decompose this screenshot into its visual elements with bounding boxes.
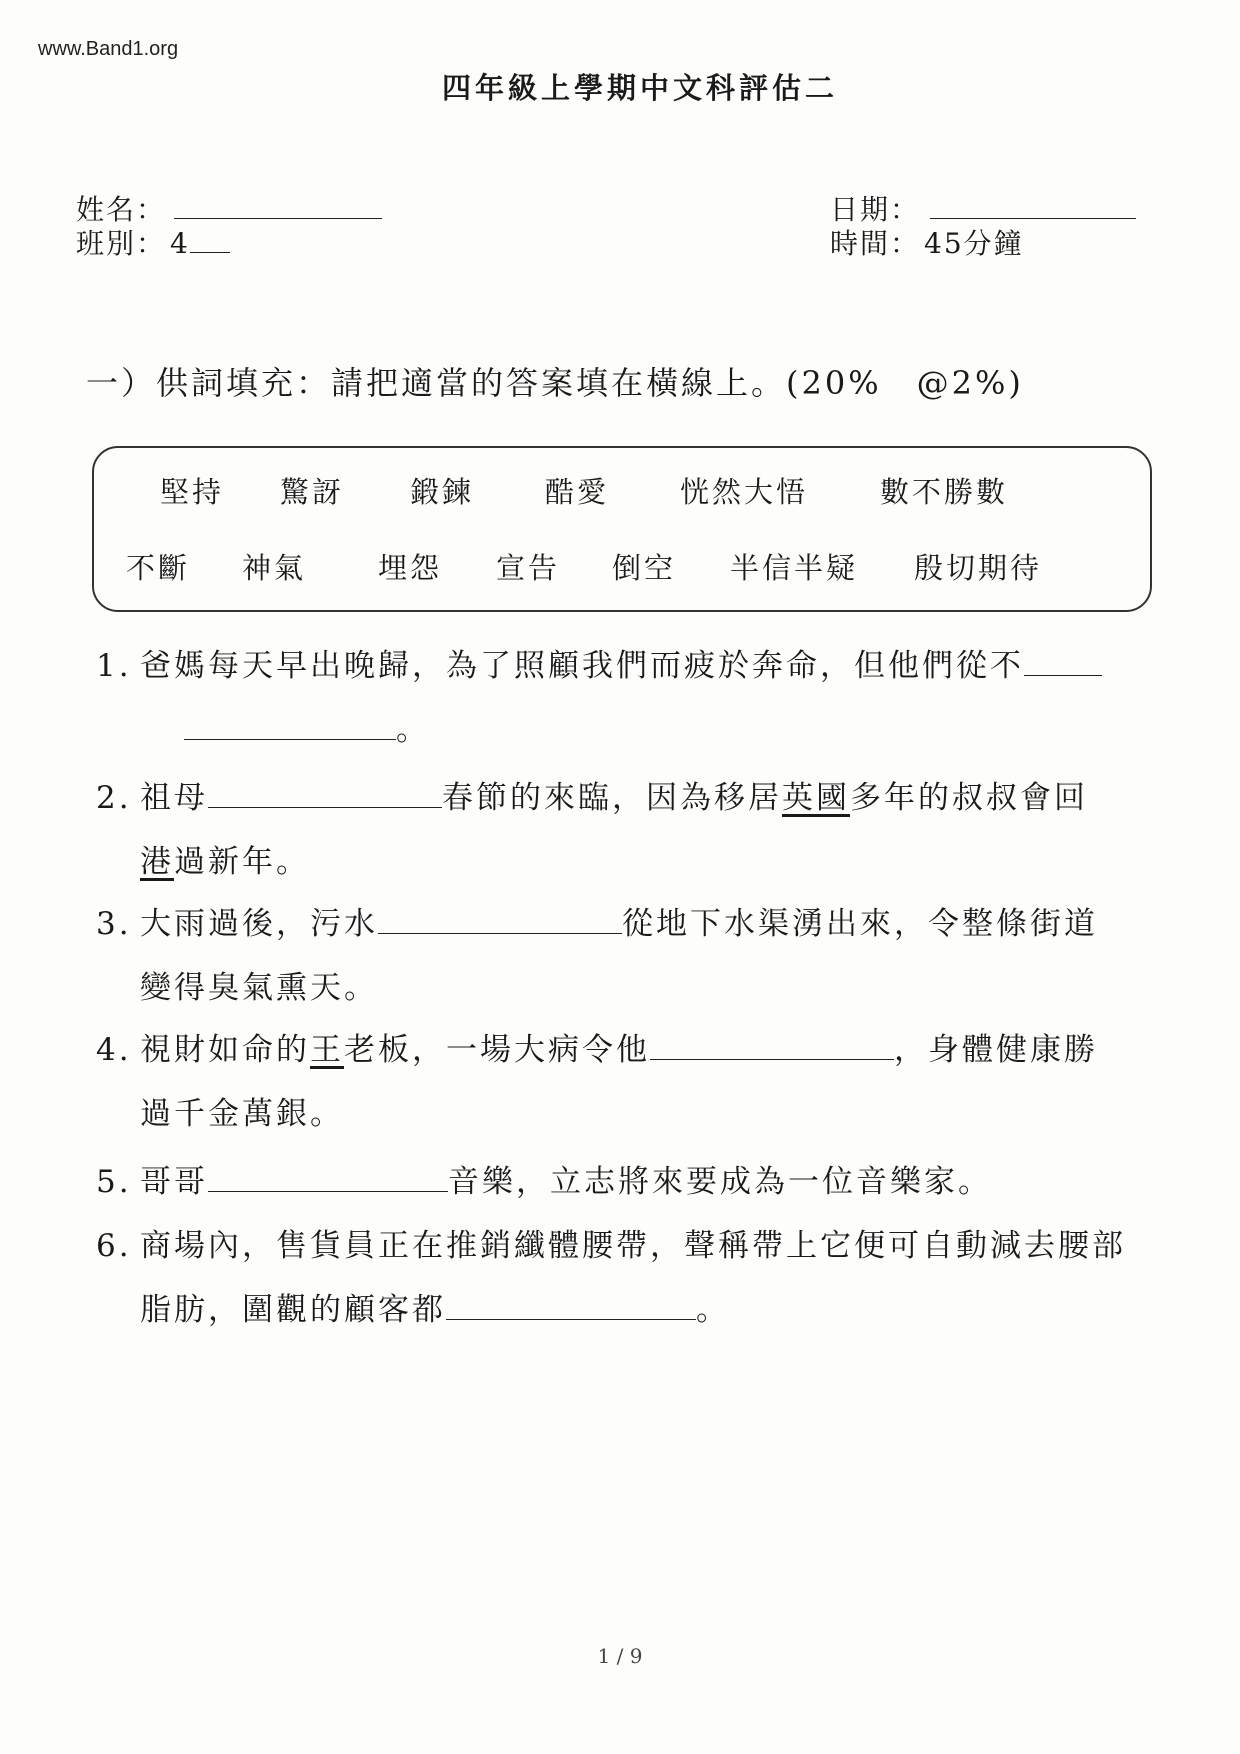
question-text: 過新年。 [174, 844, 310, 880]
page-number: 1 / 9 [597, 1644, 643, 1668]
question-number: 4. [96, 1032, 132, 1068]
question-2 [96, 766, 1136, 894]
section-heading: 一）供詞填充：請把適當的答案填在橫線上。(20% @2%) [86, 364, 1024, 402]
question-text: 春節的來臨，因為移居 [442, 780, 782, 816]
class-field [76, 222, 230, 262]
word-bank-item: 不斷 [126, 551, 191, 585]
word-bank-item: 酷愛 [545, 475, 610, 509]
word-bank-item: 宣告 [496, 551, 561, 585]
answer-blank-2[interactable] [208, 771, 442, 808]
question-text: 。 [696, 1292, 730, 1328]
question-text: 多年的叔叔會回 [850, 780, 1088, 816]
proper-noun: 王 [310, 1032, 344, 1068]
answer-blank-4[interactable] [650, 1023, 894, 1060]
word-bank-item: 恍然大悟 [680, 475, 809, 509]
word-bank-item: 殷切期待 [914, 551, 1043, 585]
question-number: 5. [96, 1164, 132, 1200]
question-text: 視財如命的 [140, 1032, 310, 1068]
word-bank-item: 堅持 [160, 475, 225, 509]
question-number: 6. [96, 1228, 132, 1264]
question-number: 3. [96, 906, 132, 942]
question-text: 音樂，立志將來要成為一位音樂家。 [448, 1164, 992, 1200]
question-3 [96, 892, 1136, 1020]
question-text: 祖母 [140, 780, 208, 816]
date-blank[interactable] [930, 218, 1136, 219]
word-bank-item: 埋怨 [378, 551, 443, 585]
question-1 [96, 634, 1136, 762]
answer-blank-1-cont[interactable] [184, 703, 396, 740]
question-6 [96, 1214, 1136, 1342]
answer-blank-3[interactable] [378, 897, 622, 934]
question-text: 哥哥 [140, 1164, 208, 1200]
question-text: 大雨過後，污水 [140, 906, 378, 942]
word-bank-item: 神氣 [242, 551, 307, 585]
question-number: 2. [96, 780, 132, 816]
question-text: 從地下水渠湧出來，令整條街道 [622, 906, 1098, 942]
question-text: 脂肪，圍觀的顧客都 [140, 1292, 446, 1328]
class-blank[interactable] [190, 252, 230, 253]
proper-noun: 港 [140, 844, 174, 880]
answer-blank-5[interactable] [208, 1155, 448, 1192]
question-text: 老板，一場大病令他 [344, 1032, 650, 1068]
word-bank-item: 半信半疑 [730, 551, 859, 585]
word-bank-item: 倒空 [612, 551, 677, 585]
question-text: 。 [396, 712, 430, 748]
word-bank-item: 驚訝 [280, 475, 345, 509]
question-text: 過千金萬銀。 [140, 1096, 344, 1132]
class-label: 班別： [76, 227, 167, 260]
question-number: 1. [96, 648, 132, 684]
name-blank[interactable] [174, 218, 382, 219]
name-label: 姓名： [76, 193, 167, 226]
time-value: 45分鐘 [924, 227, 1024, 260]
time-label: 時間： [830, 227, 921, 260]
question-text: ，身體健康勝 [894, 1032, 1098, 1068]
page-title: 四年級上學期中文科評估二 [441, 71, 838, 105]
question-text: 商場內，售貨員正在推銷纖體腰帶，聲稱帶上它便可自動減去腰部 [140, 1228, 1126, 1264]
word-bank-item: 數不勝數 [880, 475, 1009, 509]
word-bank-item: 鍛鍊 [410, 475, 475, 509]
answer-blank-1[interactable] [1024, 639, 1102, 676]
question-text: 爸媽每天早出晚歸，為了照顧我們而疲於奔命，但他們從不 [140, 648, 1024, 684]
question-text: 變得臭氣熏天。 [140, 970, 378, 1006]
question-4 [96, 1018, 1136, 1146]
proper-noun: 英國 [782, 780, 850, 816]
website-url: www.Band1.org [38, 38, 179, 60]
answer-blank-6[interactable] [446, 1283, 696, 1320]
time-field [830, 222, 1024, 262]
question-5 [96, 1150, 1136, 1214]
date-label: 日期： [830, 193, 921, 226]
class-value: 4 [170, 227, 190, 260]
